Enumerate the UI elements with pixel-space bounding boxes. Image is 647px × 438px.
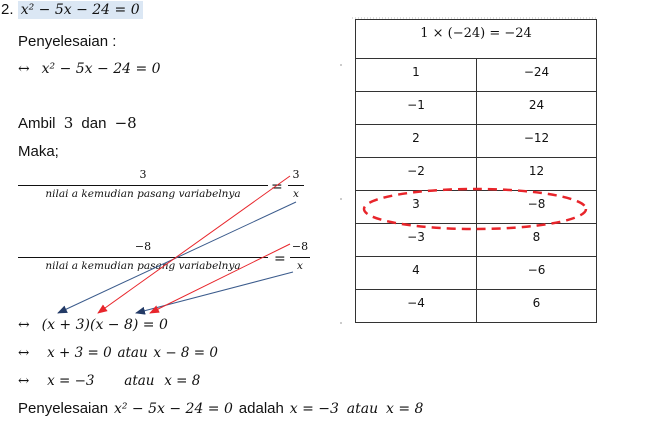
red-arrow-1 [98,176,290,313]
equivalence-arrow: ↔ [18,345,30,361]
table-cell: 12 [477,158,597,191]
problem-number: 2. [1,1,14,18]
table-cell: 6 [477,290,597,323]
table-cell: −12 [477,125,597,158]
blue-arrow-1 [58,202,296,313]
conclusion-prefix: Penyelesaian [18,400,109,417]
take-word: Ambil [18,115,56,132]
conclusion-right: x = 8 [386,401,424,417]
fraction-1-denominator: nilai a kemudian pasang variabelnya [18,185,268,200]
step-3-left: x + 3 = 0 [47,345,112,361]
conclusion-equation: x² − 5x − 24 = 0 [113,401,233,417]
table-cell: 2 [356,125,477,158]
fraction-1-rhs-denominator: x [288,185,304,200]
problem-equation: x² − 5x − 24 = 0 [18,1,143,19]
table-cell: 1 [356,59,477,92]
conclusion-word: adalah [238,400,284,417]
table-cell: −8 [477,191,597,224]
highlight-ellipse [364,189,586,229]
fraction-2-rhs-numerator: −8 [291,240,309,253]
step-3-right: x − 8 = 0 [153,345,219,361]
table-cell: −2 [356,158,477,191]
step-1-equation: x² − 5x − 24 = 0 [41,61,161,77]
table-cell: −24 [477,59,597,92]
equivalence-arrow: ↔ [18,61,30,77]
table-cell: 3 [356,191,477,224]
table-header-cell: 1 × (−24) = −24 [356,20,597,59]
fraction-2-numerator: −8 [134,240,152,253]
table-cell: −6 [477,257,597,290]
table-cell: −3 [356,224,477,257]
step-3-or: atau [117,345,148,361]
table-cell: 24 [477,92,597,125]
step-4-left: x = −3 [47,373,95,389]
conclusion-left: x = −3 [289,401,339,417]
step-4-or: atau [124,373,155,389]
step-4-right: x = 8 [164,373,201,389]
table-cell: 8 [477,224,597,257]
table-cell: −1 [356,92,477,125]
conclusion-or: atau [346,401,379,417]
fraction-1-rhs-numerator: 3 [292,168,300,181]
fraction-1-equals: = [271,179,283,195]
table-cell: 4 [356,257,477,290]
equivalence-arrow: ↔ [18,373,30,389]
fraction-2-denominator: nilai a kemudian pasang variabelnya [18,257,268,272]
fraction-2-rhs-denominator: x [290,257,310,272]
table-cell: −4 [356,290,477,323]
fraction-1-numerator: 3 [139,168,147,181]
take-conjunction: dan [81,115,107,132]
fraction-2-equals: = [274,251,286,267]
step-2-equation: (x + 3)(x − 8) = 0 [41,317,168,333]
blue-arrow-2 [136,272,293,313]
then-label: Maka; [18,143,59,160]
equivalence-arrow: ↔ [18,317,30,333]
solution-heading: Penyelesaian : [18,33,117,50]
take-value-a: 3 [63,114,74,132]
take-value-b: −8 [114,114,137,132]
